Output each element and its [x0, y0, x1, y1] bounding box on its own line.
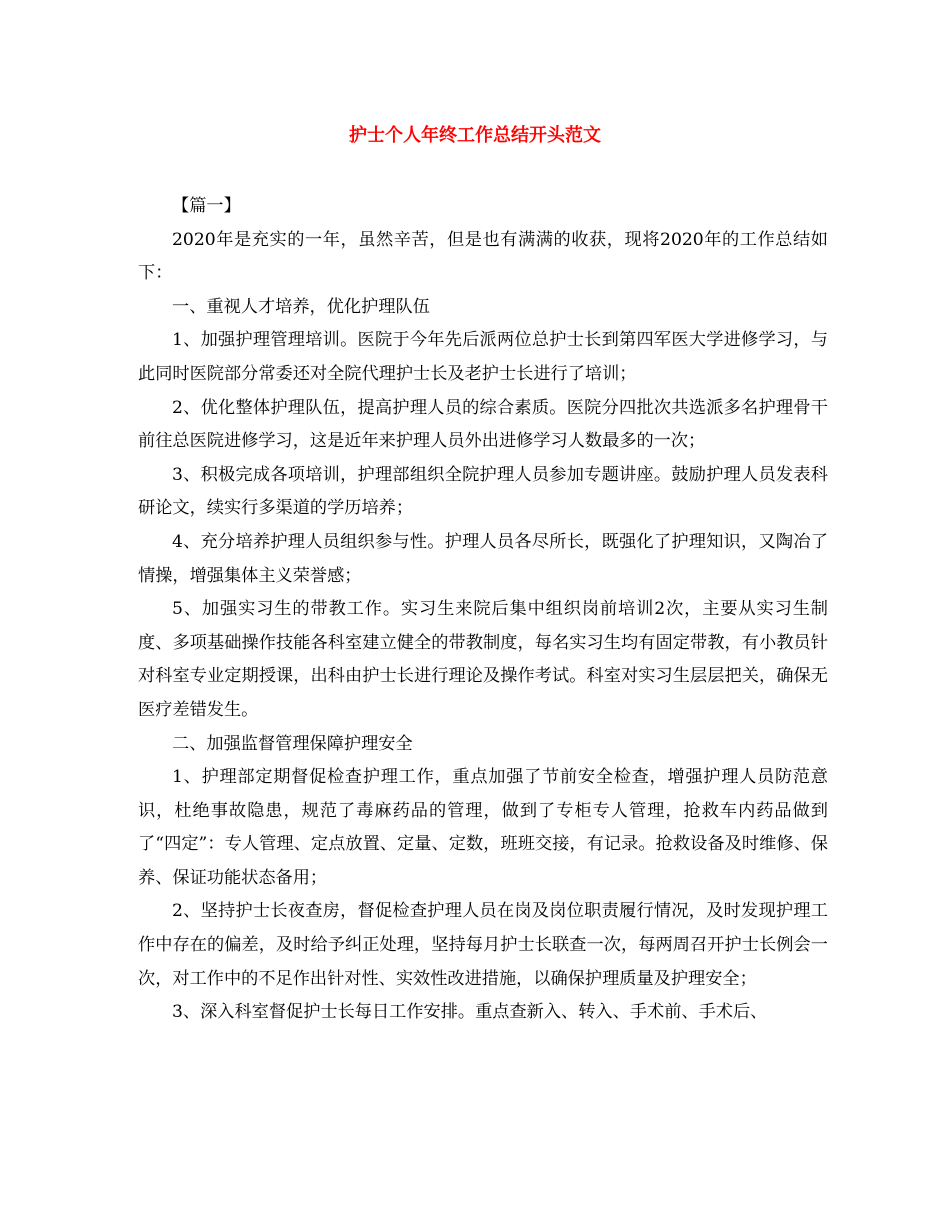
- section-heading-2: 二、加强监督管理保障护理安全: [172, 733, 413, 754]
- paragraph-1-4: 4、充分培养护理人员组织参与性。护理人员各尽所长，既强化了护理知识，又陶冶了情操，增强集体主义荣誉感；: [138, 531, 828, 586]
- paragraph-1-3: 3、积极完成各项培训，护理部组织全院护理人员参加专题讲座。鼓励护理人员发表科研论文，续实行多渠道的学历培养；: [138, 464, 828, 519]
- section-heading-1: 一、重视人才培养，优化护理队伍: [172, 296, 430, 317]
- document-title: 护士个人年终工作总结开头范文: [349, 125, 601, 146]
- document-body: [138, 190, 828, 1030]
- paragraph-2-2: 2、坚持护士长夜查房，督促检查护理人员在岗及岗位职责履行情况，及时发现护理工作中存在的偏差，及时给予纠正处理，坚持每月护士长联查一次，每两周召开护士长例会一次，对工作中的不足作出针对性、实效性改进措施，以确保护理质量及护理安全；: [138, 901, 828, 989]
- paragraph-1-2: 2、优化整体护理队伍，提高护理人员的综合素质。医院分四批次共选派多名护理骨干前往总医院进修学习，这是近年来护理人员外出进修学习人数最多的一次；: [138, 397, 828, 452]
- section-label: 【篇一】: [172, 196, 241, 216]
- paragraph-2-1: 1、护理部定期督促检查护理工作，重点加强了节前安全检查，增强护理人员防范意识，杜绝事故隐患，规范了毒麻药品的管理，做到了专柜专人管理，抢救车内药品做到了“四定”：专人管理、定点放置、定量、定数，班班交接，有记录。抢救设备及时维修、保养、保证功能状态备用；: [138, 767, 828, 888]
- paragraph-2-3: 3、深入科室督促护士长每日工作安排。重点查新入、转入、手术前、手术后、: [172, 1002, 768, 1023]
- paragraph-1-5: 5、加强实习生的带教工作。实习生来院后集中组织岗前培训2次，主要从实习生制度、多项基础操作技能各科室建立健全的带教制度，每名实习生均有固定带教，有小教员针对科室专业定期授课，出科由护士长进行理论及操作考试。科室对实习生层层把关，确保无医疗差错发生。: [138, 599, 828, 720]
- intro-paragraph: 2020年是充实的一年，虽然辛苦，但是也有满满的收获，现将2020年的工作总结如下：: [138, 229, 828, 284]
- paragraph-1-1: 1、加强护理管理培训。医院于今年先后派两位总护士长到第四军医大学进修学习，与此同时医院部分常委还对全院代理护士长及老护士长进行了培训；: [138, 330, 828, 384]
